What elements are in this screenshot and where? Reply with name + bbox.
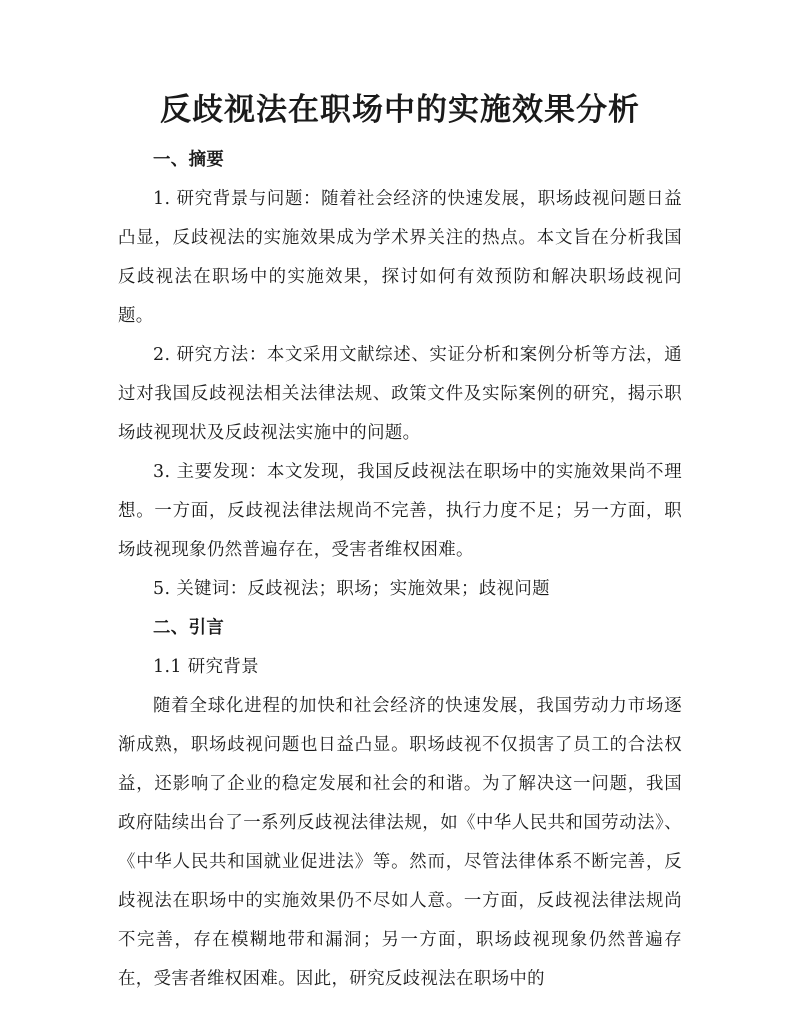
- abstract-item-methods: 2. 研究方法：本文采用文献综述、实证分析和案例分析等方法，通过对我国反歧视法相关法律法规、政策文件及实际案例的研究，揭示职场歧视现状及反歧视法实施中的问题。: [118, 345, 682, 443]
- document-title: 反歧视法在职场中的实施效果分析: [160, 92, 640, 128]
- abstract-item-findings: 3. 主要发现：本文发现，我国反歧视法在职场中的实施效果尚不理想。一方面，反歧视法律法规尚不完善，执行力度不足；另一方面，职场歧视现象仍然普遍存在，受害者维权困难。: [118, 462, 682, 560]
- abstract-item-background: 1. 研究背景与问题：随着社会经济的快速发展，职场歧视问题日益凸显，反歧视法的实施效果成为学术界关注的热点。本文旨在分析我国反歧视法在职场中的实施效果，探讨如何有效预防和解决职场歧视问题。: [118, 189, 682, 326]
- subheading-research-background: 1.1 研究背景: [153, 657, 259, 677]
- document-body: [118, 141, 682, 999]
- introduction-paragraph: 随着全球化进程的加快和社会经济的快速发展，我国劳动力市场逐渐成熟，职场歧视问题也日益凸显。职场歧视不仅损害了员工的合法权益，还影响了企业的稳定发展和社会的和谐。为了解决这一问题，我国政府陆续出台了一系列反歧视法律法规，如《中华人民共和国劳动法》、《中华人民共和国就业促进法》等。然而，尽管法律体系不断完善，反歧视法在职场中的实施效果仍不尽如人意。一方面，反歧视法律法规尚不完善，存在模糊地带和漏洞；另一方面，职场歧视现象仍然普遍存在，受害者维权困难。因此，研究反歧视法在职场中的: [118, 696, 682, 989]
- abstract-item-keywords: 5. 关键词：反歧视法；职场；实施效果；歧视问题: [153, 579, 550, 599]
- heading-introduction: 二、引言: [153, 618, 225, 638]
- heading-abstract: 一、摘要: [153, 150, 225, 170]
